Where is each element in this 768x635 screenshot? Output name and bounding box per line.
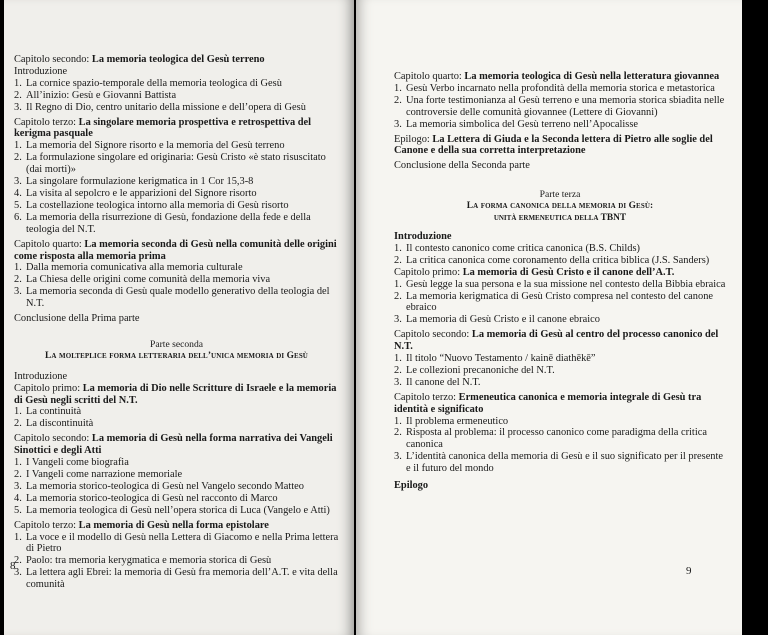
toc-item [394, 119, 726, 131]
part3-intro-list [394, 243, 726, 267]
toc-item [14, 505, 339, 517]
toc-section [14, 54, 339, 114]
toc-item-text: L’identità canonica della memoria di Gesù e il suo significato per il presente e il futuro del mondo [406, 451, 724, 475]
toc-item-text: La memoria storico-teologica di Gesù nel racconto di Marco [26, 492, 278, 504]
toc-item-number: 2. [394, 254, 402, 266]
toc-item [394, 377, 726, 389]
toc-item [14, 212, 339, 236]
toc-item [394, 451, 726, 475]
toc-item-number: 1. [394, 82, 402, 94]
toc-item-number: 1. [14, 262, 22, 274]
chapter-intro: Introduzione [14, 65, 68, 77]
toc-item-number: 2. [394, 290, 402, 302]
chapter-prefix: Capitolo terzo: [394, 391, 459, 403]
toc-item [14, 286, 339, 310]
toc-item-text: La discontinuità [26, 418, 94, 430]
toc-item-number: 2. [14, 418, 22, 430]
toc-item-text: La lettera agli Ebrei: la memoria di Gesù fra memoria dell’A.T. e vita della comunità [26, 567, 338, 591]
toc-section [14, 383, 339, 431]
toc-item [394, 243, 726, 255]
toc-section [14, 433, 339, 516]
chapter-heading [394, 267, 726, 279]
chapter-heading [394, 134, 726, 158]
chapter-title: La memoria di Gesù nella forma narrativa dei Vangeli Sinottici e degli Atti [14, 433, 333, 457]
toc-item [14, 262, 339, 274]
right-page [356, 0, 742, 635]
toc-item-number: 3. [14, 286, 22, 298]
part2-label: Parte seconda [149, 338, 203, 350]
part2-title: La molteplice forma letteraria dell’unica memoria di Gesù [45, 350, 308, 361]
toc-item [394, 365, 726, 377]
toc-item-number: 5. [14, 199, 22, 211]
toc-item-text: La memoria teologica di Gesù nell’opera storica di Luca (Vangelo e Atti) [26, 504, 330, 516]
toc-item-text: La voce e il modello di Gesù nella Lettera di Giacomo e nella Prima lettera di Pietro [26, 531, 339, 555]
chapter-prefix: Capitolo quarto: [14, 238, 85, 250]
toc-item-number: 2. [394, 94, 402, 106]
chapter-prefix: Capitolo secondo: [14, 433, 92, 445]
toc-item-number: 3. [14, 176, 22, 188]
right-page-content [394, 71, 726, 492]
toc-item-number: 2. [394, 427, 402, 439]
toc-item-number: 3. [394, 451, 402, 463]
toc-item [394, 291, 726, 315]
toc-item [14, 78, 339, 90]
part3-sections [394, 267, 726, 475]
toc-item [394, 427, 726, 451]
toc-item-number: 1. [14, 457, 22, 469]
toc-item [394, 255, 726, 267]
chapter-title: La Lettera di Giuda e la Seconda lettera di Pietro alle soglie del Canone e della sua corretta interpretazione [394, 133, 713, 157]
toc-item [14, 176, 339, 188]
toc-item-text: La memoria seconda di Gesù quale modello generativo della teologia del N.T. [26, 286, 330, 310]
chapter-title: La singolare memoria prospettiva e retrospettiva del kerigma pasquale [14, 116, 312, 140]
chapter-prefix: Capitolo primo: [394, 266, 463, 278]
left-page [4, 0, 354, 635]
toc-item-text: Il Regno di Dio, centro unitario della missione e dell’opera di Gesù [26, 101, 306, 113]
toc-item [14, 469, 339, 481]
toc-item-text: Gesù Verbo incarnato nella profondità della memoria storica e metastorica [406, 82, 715, 94]
toc-item [394, 353, 726, 365]
part2-continued-sections [394, 71, 726, 157]
toc-item-text: La critica canonica come coronamento della critica biblica (J.S. Sanders) [406, 254, 710, 266]
chapter-title: La memoria seconda di Gesù nella comunità delle origini come risposta alla memoria prima [14, 238, 337, 262]
chapter-heading [394, 71, 726, 83]
toc-item-number: 2. [14, 152, 22, 164]
chapter-title: Ermeneutica canonica e memoria integrale di Gesù tra identità e significato [394, 391, 702, 415]
toc-item-number: 2. [14, 274, 22, 286]
toc-item-number: 1. [14, 531, 22, 543]
toc-item-text: La memoria kerigmatica di Gesù Cristo compresa nel contesto del canone ebraico [406, 290, 713, 314]
chapter-title: La memoria di Gesù al centro del processo canonico del N.T. [394, 329, 719, 353]
toc-item [14, 457, 339, 469]
part3-subtitle: unità ermeneutica della TBNT [493, 213, 627, 224]
toc-item-number: 1. [394, 353, 402, 365]
toc-item-text: I Vangeli come biografia [26, 457, 129, 469]
toc-item-text: La memoria di Gesù Cristo e il canone ebraico [406, 314, 600, 326]
page-number-right: 9 [686, 565, 692, 577]
toc-item-number: 1. [14, 77, 22, 89]
toc-item-number: 1. [14, 140, 22, 152]
toc-item-number: 6. [14, 211, 22, 223]
toc-section [394, 392, 726, 475]
chapter-prefix: Capitolo secondo: [14, 54, 92, 65]
conclusion-part1: Conclusione della Prima parte [14, 313, 140, 325]
toc-item-number: 2. [14, 89, 22, 101]
chapter-heading [14, 520, 339, 532]
toc-section [394, 329, 726, 389]
toc-item-text: Il problema ermeneutico [406, 415, 509, 427]
toc-item-number: 3. [394, 314, 402, 326]
toc-item [14, 406, 339, 418]
chapter-prefix: Epilogo: [394, 133, 433, 145]
chapter-heading [14, 54, 339, 66]
toc-item [394, 95, 726, 119]
toc-item-number: 4. [14, 492, 22, 504]
toc-item-text: La memoria storico-teologica di Gesù nel Vangelo secondo Matteo [26, 480, 304, 492]
part2-intro: Introduzione [14, 370, 68, 382]
part3-heading [394, 189, 726, 225]
toc-item [394, 279, 726, 291]
toc-item [14, 140, 339, 152]
toc-item-number: 2. [14, 469, 22, 480]
toc-item [14, 567, 339, 591]
toc-item [14, 200, 339, 212]
toc-item-number: 3. [14, 567, 22, 579]
toc-item-number: 3. [14, 480, 22, 492]
toc-item-number: 2. [394, 364, 402, 376]
toc-item-text: Una forte testimonianza al Gesù terreno e una memoria storica sbiadita nelle controversie delle comunità giovannee (Lettere di Giovanni) [406, 94, 725, 118]
toc-item [394, 83, 726, 95]
toc-item [14, 481, 339, 493]
toc-item-text: La memoria simbolica del Gesù terreno nell’Apocalisse [406, 118, 638, 130]
epilogue-heading: Epilogo [394, 480, 429, 492]
chapter-prefix: Capitolo terzo: [14, 519, 79, 531]
chapter-heading [14, 239, 339, 263]
chapter-heading [394, 329, 726, 353]
chapter-title: La memoria di Dio nelle Scritture di Israele e la memoria di Gesù negli scritti del N.T. [14, 382, 337, 406]
page-number-left: 8 [10, 560, 16, 572]
chapter-prefix: Capitolo secondo: [394, 329, 472, 341]
toc-item-number: 5. [14, 504, 22, 516]
left-page-content [14, 54, 339, 591]
chapter-heading [14, 433, 339, 457]
toc-section [14, 117, 339, 236]
toc-item-text: La singolare formulazione kerigmatica in 1 Cor 15,3-8 [26, 176, 254, 188]
toc-item-text: Risposta al problema: il processo canonico come paradigma della critica canonica [406, 427, 707, 451]
toc-item [14, 418, 339, 430]
toc-section [394, 71, 726, 131]
toc-item-number: 1. [394, 242, 402, 254]
toc-item-text: La costellazione teologica intorno alla memoria di Gesù risorto [26, 199, 289, 211]
toc-item-number: 1. [394, 278, 402, 290]
toc-item [14, 274, 339, 286]
toc-item [394, 314, 726, 326]
chapter-prefix: Capitolo terzo: [14, 116, 79, 128]
toc-item-text: La Chiesa delle origini come comunità della memoria viva [26, 274, 271, 286]
chapter-heading [14, 383, 339, 407]
toc-item-text: Gesù legge la sua persona e la sua missione nel contesto della Bibbia ebraica [406, 278, 726, 290]
conclusion-part2: Conclusione della Seconda parte [394, 160, 530, 172]
toc-item [14, 532, 339, 556]
toc-item [14, 188, 339, 200]
toc-item-number: 1. [14, 406, 22, 418]
toc-item [14, 102, 339, 114]
part3-intro: Introduzione [394, 230, 452, 242]
toc-item-text: La memoria della risurrezione di Gesù, fondazione della fede e della teologia del N.T. [26, 211, 311, 235]
toc-item-number: 2. [14, 555, 22, 567]
toc-section [394, 267, 726, 327]
toc-item-text: All’inizio: Gesù e Giovanni Battista [26, 89, 177, 101]
toc-item [14, 555, 339, 567]
toc-item-text: La cornice spazio-temporale della memoria teologica di Gesù [26, 77, 282, 89]
toc-item-text: La formulazione singolare ed originaria: Gesù Cristo «è stato risuscitato (dai morti)» [26, 152, 326, 176]
toc-item-text: Il canone del N.T. [406, 376, 481, 388]
part3-title: La forma canonica della memoria di Gesù: [466, 201, 654, 212]
toc-item-text: Paolo: tra memoria kerygmatica e memoria storica di Gesù [26, 555, 272, 567]
chapter-heading [394, 392, 726, 416]
toc-section [394, 134, 726, 158]
toc-item-text: La visita al sepolcro e le apparizioni del Signore risorto [26, 187, 257, 199]
toc-item-text: Il contesto canonico come critica canonica (B.S. Childs) [406, 242, 641, 254]
toc-item-text: La continuità [26, 406, 82, 418]
part1-sections [14, 54, 339, 310]
part2-sections [14, 383, 339, 591]
toc-item-text: Le collezioni precanoniche del N.T. [406, 364, 555, 376]
toc-section [14, 520, 339, 591]
chapter-title: La memoria teologica del Gesù terreno [91, 54, 265, 65]
toc-item-text: Il titolo “Nuovo Testamento / kainē diathēkē” [406, 353, 596, 365]
part3-label: Parte terza [539, 189, 581, 201]
toc-item [394, 416, 726, 428]
toc-item-number: 3. [394, 118, 402, 130]
toc-item [14, 90, 339, 102]
toc-item-text: I Vangeli come narrazione memoriale [26, 469, 183, 480]
part2-heading [14, 339, 339, 363]
chapter-heading [14, 117, 339, 141]
chapter-title: La memoria teologica di Gesù nella letteratura giovannea [464, 71, 720, 82]
toc-item-number: 4. [14, 187, 22, 199]
chapter-prefix: Capitolo primo: [14, 382, 83, 394]
toc-item-number: 3. [14, 101, 22, 113]
toc-item [14, 493, 339, 505]
toc-section [14, 239, 339, 310]
chapter-title: La memoria di Gesù nella forma epistolare [78, 519, 269, 531]
toc-item-number: 3. [394, 376, 402, 388]
toc-item-number: 1. [394, 415, 402, 427]
chapter-prefix: Capitolo quarto: [394, 71, 465, 82]
chapter-title: La memoria di Gesù Cristo e il canone dell’A.T. [462, 266, 675, 278]
toc-item-text: Dalla memoria comunicativa alla memoria culturale [26, 262, 243, 274]
toc-item-text: La memoria del Signore risorto e la memoria del Gesù terreno [26, 140, 285, 152]
toc-item [14, 152, 339, 176]
